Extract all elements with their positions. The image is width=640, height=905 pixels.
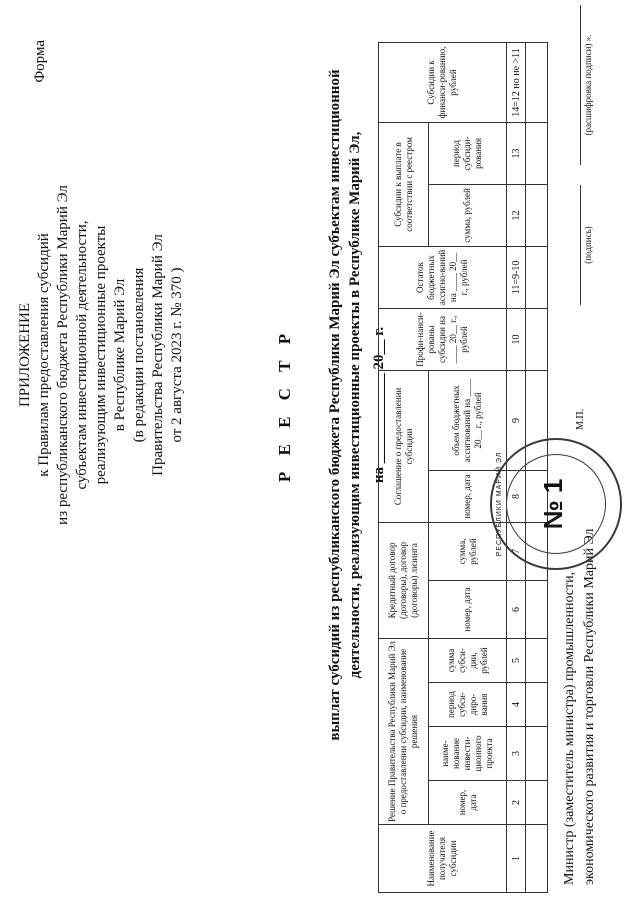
official-stamp <box>490 438 622 570</box>
column-number: 1 <box>507 825 526 893</box>
date-prefix: на <box>371 466 387 484</box>
header-agreement-volume: объем бюджетных ассигнований на ____ 20__ г., рублей <box>429 370 507 470</box>
header-payout: Субсидии к выплате в соответствии с реестром <box>379 122 429 246</box>
appendix-line: реализующим инвестиционные проекты <box>93 225 109 485</box>
header-period: период субси-диро-вания <box>429 683 507 727</box>
signature-decode-line: (расшифровка подписи) ». <box>580 5 593 165</box>
seal-place-label: М.П. <box>575 408 586 430</box>
header-decision-number: номер, дата <box>429 781 507 825</box>
column-number: 11=9-10 <box>507 246 526 308</box>
column-number: 7 <box>507 522 526 580</box>
header-agreement-number: номер, дата <box>429 470 507 522</box>
appendix-line: субъектам инвестиционной деятельности, <box>74 220 90 490</box>
register-title: Р Е Е С Т Р <box>275 327 294 483</box>
header-decision: Решение Правительства Республики Марий Эл о предоставлении субсидии, наименование решения <box>379 638 429 824</box>
column-number: 2 <box>507 781 526 825</box>
column-number: 3 <box>507 727 526 781</box>
register-heading <box>275 65 389 745</box>
signatory-title-2: экономического развития и торговли Республики Марий Эл <box>582 528 597 885</box>
signatory-title-1: Министр (заместитель министра) промышленности, <box>562 571 577 885</box>
header-project: наиме-нование инвести-ционного проекта <box>429 727 507 781</box>
header-payout-sum: сумма, рублей <box>429 184 507 246</box>
appendix-line: к Правилам предоставления субсидий <box>36 233 52 477</box>
column-number: 6 <box>507 580 526 638</box>
date-year: 20__ г. <box>371 326 387 370</box>
stamp-number: № 1 <box>538 478 568 530</box>
header-agreement: Соглашение о предоставлении субсидии <box>379 370 429 522</box>
header-payout-period: период субсиди-рования <box>429 122 507 184</box>
column-number: 14=12 но не >11 <box>507 42 526 122</box>
header-recipient: Наименование получателя субсидии <box>379 825 507 893</box>
appendix-line: от 2 августа 2023 г. № 370 ) <box>169 267 185 443</box>
appendix-block <box>16 75 187 635</box>
column-number: 12 <box>507 184 526 246</box>
appendix-line: из республиканского бюджета Республики Марий Эл <box>55 185 71 525</box>
header-credit-number: номер, дата <box>429 580 507 638</box>
appendix-line: Правительства Республики Марий Эл <box>150 234 166 476</box>
signature-block <box>560 528 600 885</box>
appendix-line: ПРИЛОЖЕНИЕ <box>17 302 33 408</box>
header-funding: Субсидии к финанси-рованию, рублей <box>379 42 507 122</box>
header-subsidy-sum: сумма субси-дии, рублей <box>429 638 507 682</box>
appendix-line: в Республике Марий Эл <box>112 278 128 432</box>
column-number: 5 <box>507 638 526 682</box>
header-financed: Профи-нанси-рованы субсидии на ____ 20__ г., рублей <box>379 308 507 370</box>
signature-line: (подпись) <box>580 185 593 305</box>
appendix-line: (в редакции постановления <box>131 267 147 443</box>
date-blank: ____________ <box>371 373 387 464</box>
header-credit: Кредитный договор (договоры), договор (договоры) лизинга <box>379 522 429 638</box>
header-remainder: Остаток бюджетных ассигно-ваний на ____ 20__ г., рублей <box>379 246 507 308</box>
register-subtitle-1: выплат субсидий из республиканского бюджета Республики Марий Эл субъектам инвестиционной <box>327 69 343 741</box>
form-label: Форма <box>32 40 48 83</box>
column-number: 9 <box>507 370 526 470</box>
column-number: 10 <box>507 308 526 370</box>
register-subtitle-2: деятельности, реализующим инвестиционные проекты в Республике Марий Эл, <box>347 131 363 679</box>
column-number: 8 <box>507 470 526 522</box>
column-number: 4 <box>507 683 526 727</box>
stamp-text: РЕСПУБЛИКИ МАРИЙ ЭЛ <box>496 451 503 557</box>
column-number: 13 <box>507 122 526 184</box>
header-credit-sum: сумма, рублей <box>429 522 507 580</box>
